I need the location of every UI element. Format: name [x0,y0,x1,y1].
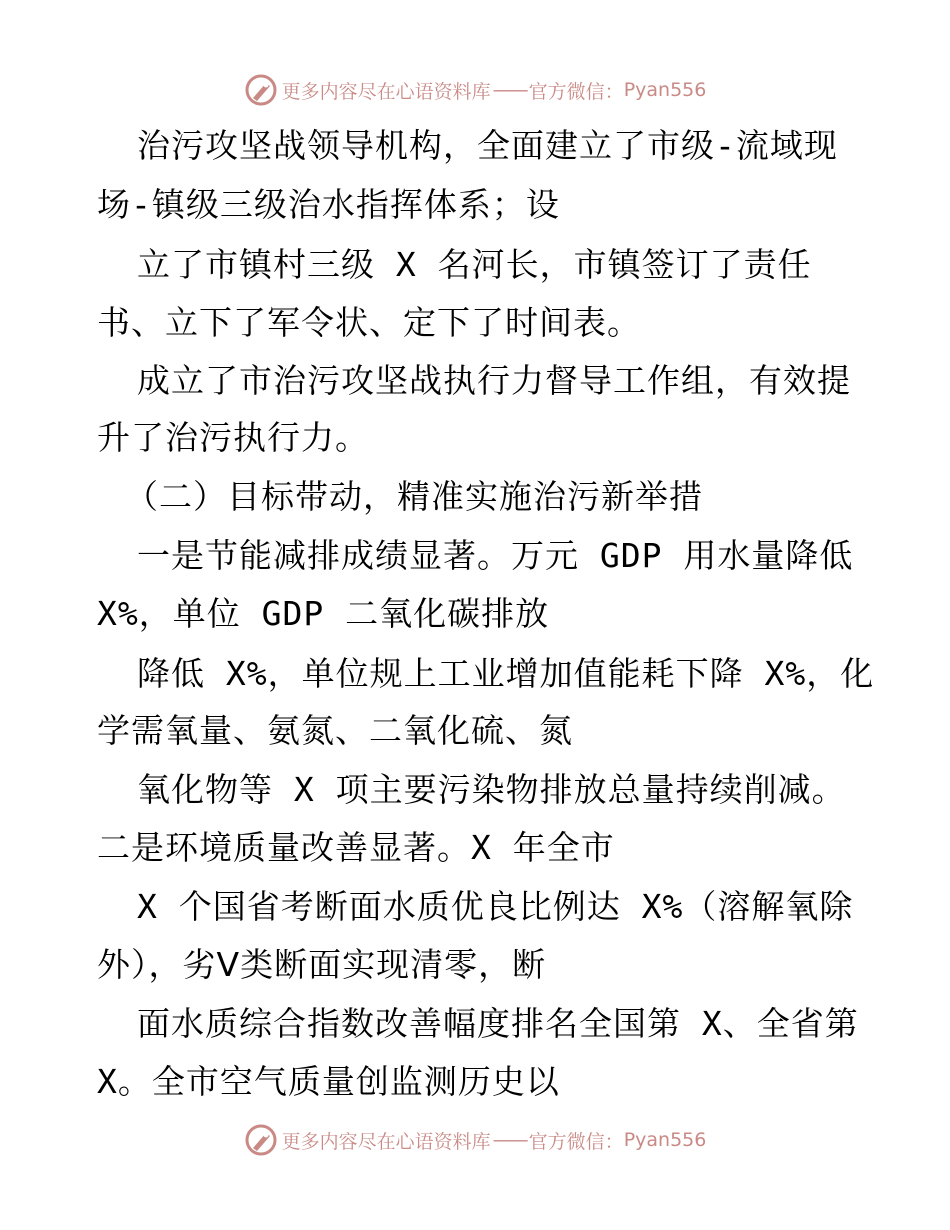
body-line: 立了市镇村三级 X 名河长，市镇签订了责任 [137,245,812,284]
body-line: 降低 X%，单位规上工业增加值能耗下降 X%，化 [137,654,875,693]
watermark-text: 更多内容尽在心语资料库 [281,1130,491,1153]
body-line: 外），劣Ⅴ类断面实现清零，断 [97,945,547,984]
watermark-separator: —— [492,1129,527,1151]
watermark-text: 更多内容尽在心语资料库 [281,80,491,103]
body-line: 场-镇级三级治水指挥体系；设 [97,185,560,224]
watermark-label: 官方微信： [528,1130,624,1153]
body-line: 治污攻坚战领导机构，全面建立了市级-流域现 [137,126,838,165]
body-line: 面水质综合指数改善幅度排名全国第 X、全省第 [137,1004,859,1043]
pen-logo-icon [244,73,278,107]
watermark-id: Pyan556 [623,1129,707,1151]
body-line: X 个国省考断面水质优良比例达 X%（溶解氧除 [137,887,854,926]
section-heading: （二）目标带动，精准实施治污新举措 [125,477,703,516]
watermark-label: 官方微信： [528,80,624,103]
body-line: 升了治污执行力。 [97,418,369,457]
body-line: X。全市空气质量创监测历史以 [97,1062,560,1101]
watermark-separator: —— [492,79,527,101]
body-line: 二是环境质量改善显著。X 年全市 [97,828,615,867]
watermark-header [0,70,950,110]
body-line: 学需氧量、氨氮、二氧化硫、氮 [97,711,573,750]
watermark-footer [0,1120,950,1160]
body-line: X%，单位 GDP 二氧化碳排放 [97,594,550,633]
body-line: 成立了市治污攻坚战执行力督导工作组，有效提 [137,361,851,400]
body-line: 一是节能减排成绩显著。万元 GDP 用水量降低 [137,536,854,575]
body-line: 氧化物等 X 项主要污染物排放总量持续削减。 [137,770,846,809]
pen-logo-icon [244,1123,278,1157]
watermark-id: Pyan556 [623,79,707,101]
body-line: 书、立下了军令状、定下了时间表。 [97,303,641,342]
